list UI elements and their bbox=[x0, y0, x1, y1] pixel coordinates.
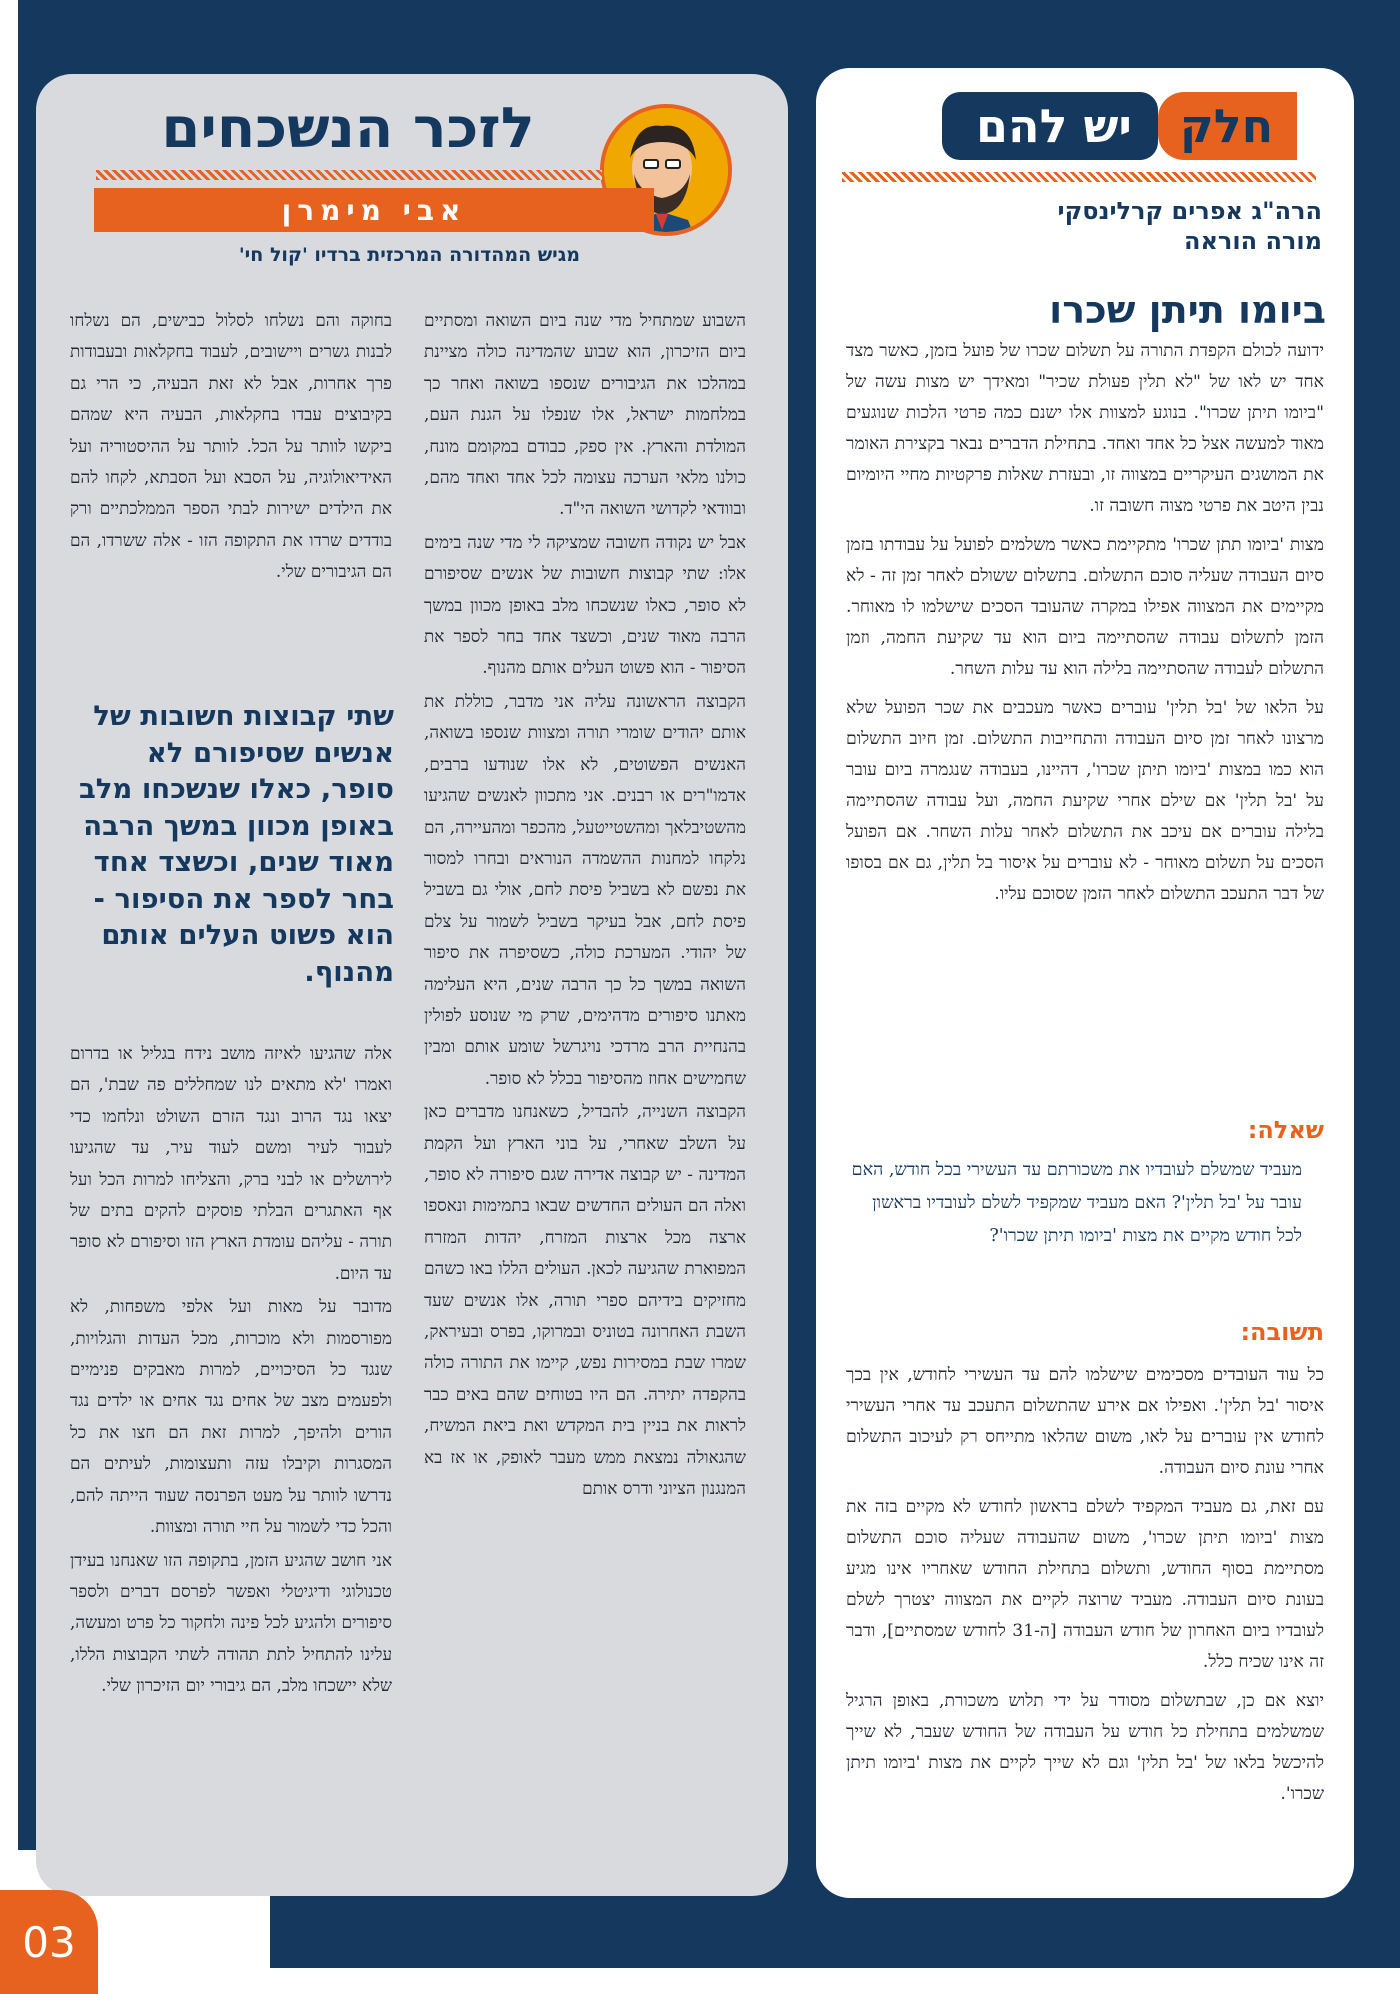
answer-label: תשובה: bbox=[1240, 1318, 1324, 1346]
badge-label-part1: יש להם bbox=[942, 92, 1158, 160]
right-article-author bbox=[842, 196, 1322, 256]
paragraph: יוצא אם כן, שבתשלום מסודר על ידי תלוש משכורת, באופן הרגיל שמשלמים בתחילת כל חודש על העבודה של החודש שעבר, לא שייך להיכשל בלאו של 'בל תלין' וגם לא שייך לקיים את מצות 'ביומו תיתן שכרו'. bbox=[846, 1691, 1324, 1804]
author-name-bar: אבי מימרן bbox=[94, 188, 654, 232]
paragraph: אלה שהגיעו לאיזה מושב נידח בגליל או בדרום ואמרו 'לא מתאים לנו שמחללים פה שבת', הם יצאו נגד הרוב ונגד הזרם השולט ונלחמו כדי לעבור לעיר ומשם לעוד עיר, עד שהגיעו לירושלים או לבני ברק, והצליחו למרות הכל ועל אף האתגרים הבלתי פוסקים להקים בתים של תורה - עליהם עומדת הארץ הזו וסיפורם לא סופר עד היום. bbox=[70, 1043, 392, 1283]
paragraph: אני חושב שהגיע הזמן, בתקופה הזו שאנחנו בעידן טכנולוגי ודיגיטלי ואפשר לפרסם דברים ולספר סיפורים ולהגיע לכל פינה ולחקור כל פרט ומעשה, עלינו להתחיל לתת תהודה לשתי הקבוצות הללו, שלא יישכחו מלב, הם גיבורי יום הזיכרון שלי. bbox=[70, 1549, 392, 1696]
right-article-title: ביומו תיתן שכרו bbox=[1049, 288, 1326, 332]
left-article-column-b-bottom bbox=[70, 1038, 392, 1704]
paragraph: מדובר על מאות ועל אלפי משפחות, לא מפורסמות ולא מוכרות, מכל העדות והגלויות, שנגד כל הסיכויים, למרות מאבקים פנימיים ולפעמים מצב של אחים נגד אחים או ילדים נגד הורים ולהיפך, למרות זאת הם חצו את כל המסגרות וקיבלו עזה ותעצומות, לעיתים הם נדרשו לוותר על מעט הפרנסה שעוד הייתה להם, והכל כדי לשמור על חיי תורה ומצוות. bbox=[70, 1296, 392, 1537]
left-article-column-a bbox=[424, 305, 746, 1506]
paragraph: ידועה לכולם הקפדת התורה על תשלום שכרו של פועל בזמן, כאשר מצד אחד יש לאו של "לא תלין פעולת שכיר" ומאידך יש מצות עשה של "ביומו תיתן שכרו". בנוגע למצוות אלו ישנם כמה פרטי הלכות שנוגעים מאוד למעשה אצל כל אחד ואחד. בתחילת הדברים נבאר בקצירת האומר את המושגים העיקריים במצווה זו, ובעזרת שאלות פרקטיות מחיי היומיום נבין היטב את פרטי מצוה חשובה זו. bbox=[846, 341, 1324, 516]
column-badge bbox=[972, 92, 1312, 160]
paragraph: הקבוצה השנייה, להבדיל, כשאנחנו מדברים כאן על השלב שאחרי, על בוני הארץ ועל הקמת המדינה - יש קבוצה אדירה שגם סיפורה לא סופר, ואלה הם העולים החדשים שבאו בתמימות ונאספו ארצה מכל ארצות המזרח, יהדות המזרח המפוארת שהגיעה לכאן. העולים הללו באו כשהם מחזיקים בידיהם ספרי תורה, אלו אנשים שעד השבת האחרונה בטוניס ובמרוקו, בפרס ובעיראק, שמרו שבת במסירות נפש, קיימו את התורה כולה בהקפדה יתירה. הם היו בטוחים שהם באים כבר לראות את בניין בית המקדש ואת ביאת המשיח, שהגאולה נמצאת ממש מעבר לאופק, או אז בא המנגנון הציוני ודרס אותם bbox=[424, 1101, 746, 1499]
paragraph: השבוע שמתחיל מדי שנה ביום השואה ומסתיים ביום הזיכרון, הוא שבוע שהמדינה כולה מציינת במהלכו את הגיבורים שנספו בשואה ואחר כך במלחמות ישראל, אלו שנפלו על הגנת העם, המולדת והארץ. אין ספק, כבודם במקומם מונח, כולנו מלאי הערכה עצומה לכל אחד ואחד מהם, ובוודאי לקדושי השואה הי"ד. bbox=[424, 310, 746, 519]
question-text: מעביד שמשלם לעובדיו את משכורתם עד העשירי בכל חודש, האם עובר על 'בל תלין'? האם מעביד שמקפיד לשלם לעובדיו בראשון לכל חודש מקיים את מצות 'ביומו תיתן שכרו'? bbox=[851, 1160, 1302, 1246]
author-role: מורה הוראה bbox=[1183, 227, 1322, 255]
right-article-body bbox=[846, 336, 1324, 918]
badge-label-part2: חלק bbox=[1158, 92, 1297, 160]
author-subtitle: מגיש המהדורה המרכזית ברדיו 'קול חי' bbox=[238, 244, 580, 266]
author-name: הרה"ג אפרים קרלינסקי bbox=[1057, 197, 1322, 225]
page-margin-bottom bbox=[0, 1968, 1400, 1994]
paragraph: אבל יש נקודה חשובה שמציקה לי מדי שנה בימים אלו: שתי קבוצות חשובות של אנשים שסיפורם לא סופר, כאלו שנשכחו מלב באופן מכוון במשך הרבה מאוד שנים, וכשצד אחד בחר לספר את הסיפור - הוא פשוט העלים אותם מהנוף. bbox=[424, 531, 746, 678]
question-label: שאלה: bbox=[1247, 1116, 1324, 1144]
paragraph: על הלאו של 'בל תלין' עוברים כאשר מעכבים את שכר הפועל שלא מרצונו לאחר זמן סיום העבודה והתחייבות התשלום. זמן חיוב התשלום הוא כמו במצות 'ביומו תיתן שכרו', דהיינו, בעבודה שנגמרה ביום עובר על 'בל תלין' אם שילם אחרי שקיעת החמה, ועל עבודה שהסתיימה בלילה עוברים אם עיכב את התשלום לאחר עלות השחר. אם הפועל הסכים על תשלום מאוחר - לא עוברים על איסור בל תלין, גם אם בסופו של דבר התעכב התשלום לאחר הזמן שסוכם עליו. bbox=[846, 698, 1324, 904]
answer-body bbox=[846, 1360, 1324, 1818]
decorative-hatch-divider bbox=[96, 170, 602, 180]
page-margin bbox=[0, 0, 18, 1994]
paragraph: עם זאת, גם מעביד המקפיד לשלם בראשון לחודש לא מקיים בזה את מצות 'ביומו תיתן שכרו', משום שהעבודה שעליה סוכם התשלום מסתיימת בסוף החודש, ותשלום בתחילת החודש שאחריו אינו מגיע בעונת סיום העבודה. מעביד שרוצה לקיים את המצווה יצטרך לשלם לעובדיו ביום האחרון של חודש העבודה [ה-31 לחודש שמסתיים], ודבר זה אינו שכיח כלל. bbox=[846, 1497, 1324, 1672]
paragraph: הקבוצה הראשונה עליה אני מדבר, כוללת את אותם יהודים שומרי תורה ומצוות שנספו בשואה, האנשים הפשוטים, לא אלו שנודעו ברבים, אדמו"רים או רבנים. אני מתכוון לאנשים שהגיעו מהשטיבלאך ומהשטייטעל, מהכפר ומהעיירה, הם נלקחו למחנות ההשמדה הנוראים ובחרו למסור את נפשם לא בשביל פיסת לחם, אולי גם בשביל פיסת לחם, אבל בעיקר בשביל לשמור על צלם של יהודי. המערכת כולה, כשסיפרה את סיפור השואה במשך כל כך הרבה שנים, היא העלימה מאתנו סיפורים מדהימים, שרק מי שנוסע לפולין בהנחיית הרב מרדכי נויגרשל שומע אותם ומבין שחמישים אחוז מהסיפור בכלל לא סופר. bbox=[424, 690, 746, 1088]
page-number: 03 bbox=[0, 1890, 98, 1994]
paragraph: בחוקה והם נשלחו לסלול כבישים, הם נשלחו לבנות גשרים ויישובים, לעבוד בחקלאות ובעבודות פרך אחרות, אבל לא זאת הבעיה, כי הרי גם בקיבוצים עבדו בחקלאות, הבעיה היא שמהם ביקשו לוותר על הכל. לוותר על ההיסטוריה ועל האידיאולוגיה, על הסבא ועל הסבתא, לקחו להם את הילדים ישירות לבתי הספר הממלכתיים ורק בודדים שרדו את התקופה הזו - אלה ששרדו, הם הם הגיבורים שלי. bbox=[70, 310, 392, 582]
left-article-column-b-top bbox=[70, 305, 392, 590]
paragraph: כל עוד העובדים מסכימים שישלמו להם עד העשירי לחודש, אין בכך איסור 'בל תלין'. ואפילו אם אירע שהתשלום התעכב עד אחרי העשירי לחודש אין עוברים על לאו, משום שהלאו מתייחס רק לעיכוב התשלום אחרי עונת סיום העבודה. bbox=[846, 1365, 1324, 1478]
decorative-hatch-divider bbox=[842, 172, 1316, 182]
pull-quote: שתי קבוצות חשובות של אנשים שסיפורם לא סופר, כאלו שנשכחו מלב באופן מכוון במשך הרבה מאוד שנים, וכשצד אחד בחר לספר את הסיפור - הוא פשוט העלים אותם מהנוף. bbox=[78, 700, 394, 988]
paragraph: מצות 'ביומו תתן שכרו' מתקיימת כאשר משלמים לפועל על עבודתו בזמן סיום העבודה שעליה סוכם התשלום. בתשלום ששולם לאחר זמן זה - לא מקיימים את המצווה אפילו במקרה שהעובד הסכים שישלמו לו מאוחר. הזמן לתשלום עבודה שהסתיימה ביום הוא עד שקיעת החמה, וזמן התשלום לעבודה שהסתיימה בלילה הוא עד עלות השחר. bbox=[846, 535, 1324, 679]
left-article-title: לזכר הנשכחים bbox=[161, 96, 535, 161]
